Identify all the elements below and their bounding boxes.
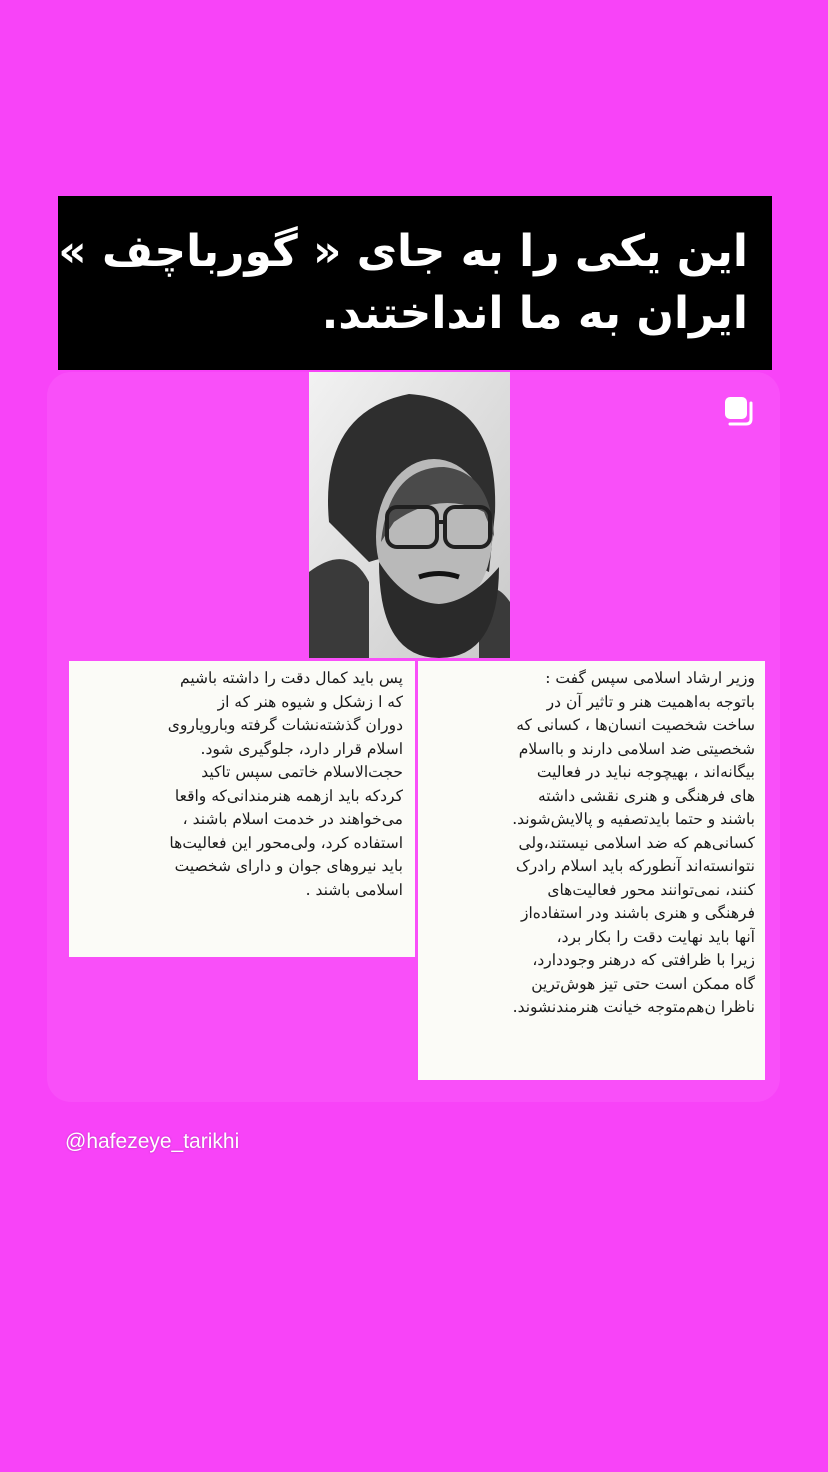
- clip-line: باید نیروهای جوان و دارای شخصیت: [174, 857, 403, 875]
- clip-line: دوران گذشته‌نشات گرفته وبارویاروی: [167, 716, 403, 734]
- clip-line: آنها باید نهایت دقت را بکار برد،: [556, 927, 755, 946]
- newspaper-clipping-left: [69, 661, 415, 957]
- clip-line: ساخت شخصیت انسان‌ها ، کسانی که: [516, 716, 755, 734]
- clip-line: گاه ممکن است حتی تیز هوش‌ترین: [531, 974, 755, 993]
- newspaper-clipping-right: [418, 661, 765, 1080]
- clip-line: فرهنگی و هنری باشند ودر استفاده‌از: [520, 904, 755, 922]
- clip-line: کردکه باید ازهمه هنرمندانی‌که واقعا: [174, 786, 403, 805]
- clip-line: اسلامی باشند .: [305, 880, 403, 899]
- clip-line: نتوانسته‌اند آنطورکه باید اسلام رادرک: [515, 857, 755, 875]
- caption-line-2: ایران به ما انداختند.: [321, 288, 748, 339]
- story-text-caption[interactable]: [58, 196, 772, 370]
- account-handle-mention[interactable]: @hafezeye_tarikhi: [65, 1130, 240, 1153]
- clip-line: اسلام قرار دارد، جلوگیری شود.: [200, 739, 403, 758]
- portrait-photo: [309, 372, 510, 658]
- multiple-images-icon: [724, 396, 756, 426]
- clip-line: می‌خواهند در خدمت اسلام باشند ،: [182, 810, 403, 828]
- clip-line: باشند و حتما بایدتصفیه و پالایش‌شوند.: [512, 810, 755, 828]
- caption-line-1: این یکی را به جای « گورباچف »: [58, 226, 748, 277]
- clip-line: شخصیتی ضد اسلامی دارند و بااسلام: [518, 739, 755, 758]
- clip-line: حجت‌الاسلام خاتمی سپس تاکید: [201, 763, 403, 781]
- clip-line: کسانی‌هم که ضد اسلامی نیستند،ولی: [518, 833, 755, 852]
- clip-line: های فرهنگی و هنری نقشی داشته: [537, 786, 755, 805]
- clip-line: ناظرا ن‌هم‌متوجه خیانت هنرمندنشوند.: [512, 998, 755, 1016]
- clip-line: زیرا با ظرافتی که درهنر وجوددارد،: [532, 951, 755, 969]
- clip-line: بیگانه‌اند ، بهیچوجه نباید در فعالیت: [536, 763, 755, 781]
- clip-line: که ا زشکل و شیوه هنر که از: [217, 692, 403, 711]
- clip-line: باتوجه به‌اهمیت هنر و تاثیر آن در: [546, 692, 755, 711]
- clip-line: پس باید کمال دقت را داشته باشیم: [180, 669, 403, 687]
- clip-line: کنند، نمی‌توانند محور فعالیت‌های: [547, 880, 755, 899]
- clip-line: وزیر ارشاد اسلامی سپس گفت :: [545, 669, 755, 687]
- clip-line: استفاده کرد، ولی‌محور این فعالیت‌ها: [169, 833, 403, 852]
